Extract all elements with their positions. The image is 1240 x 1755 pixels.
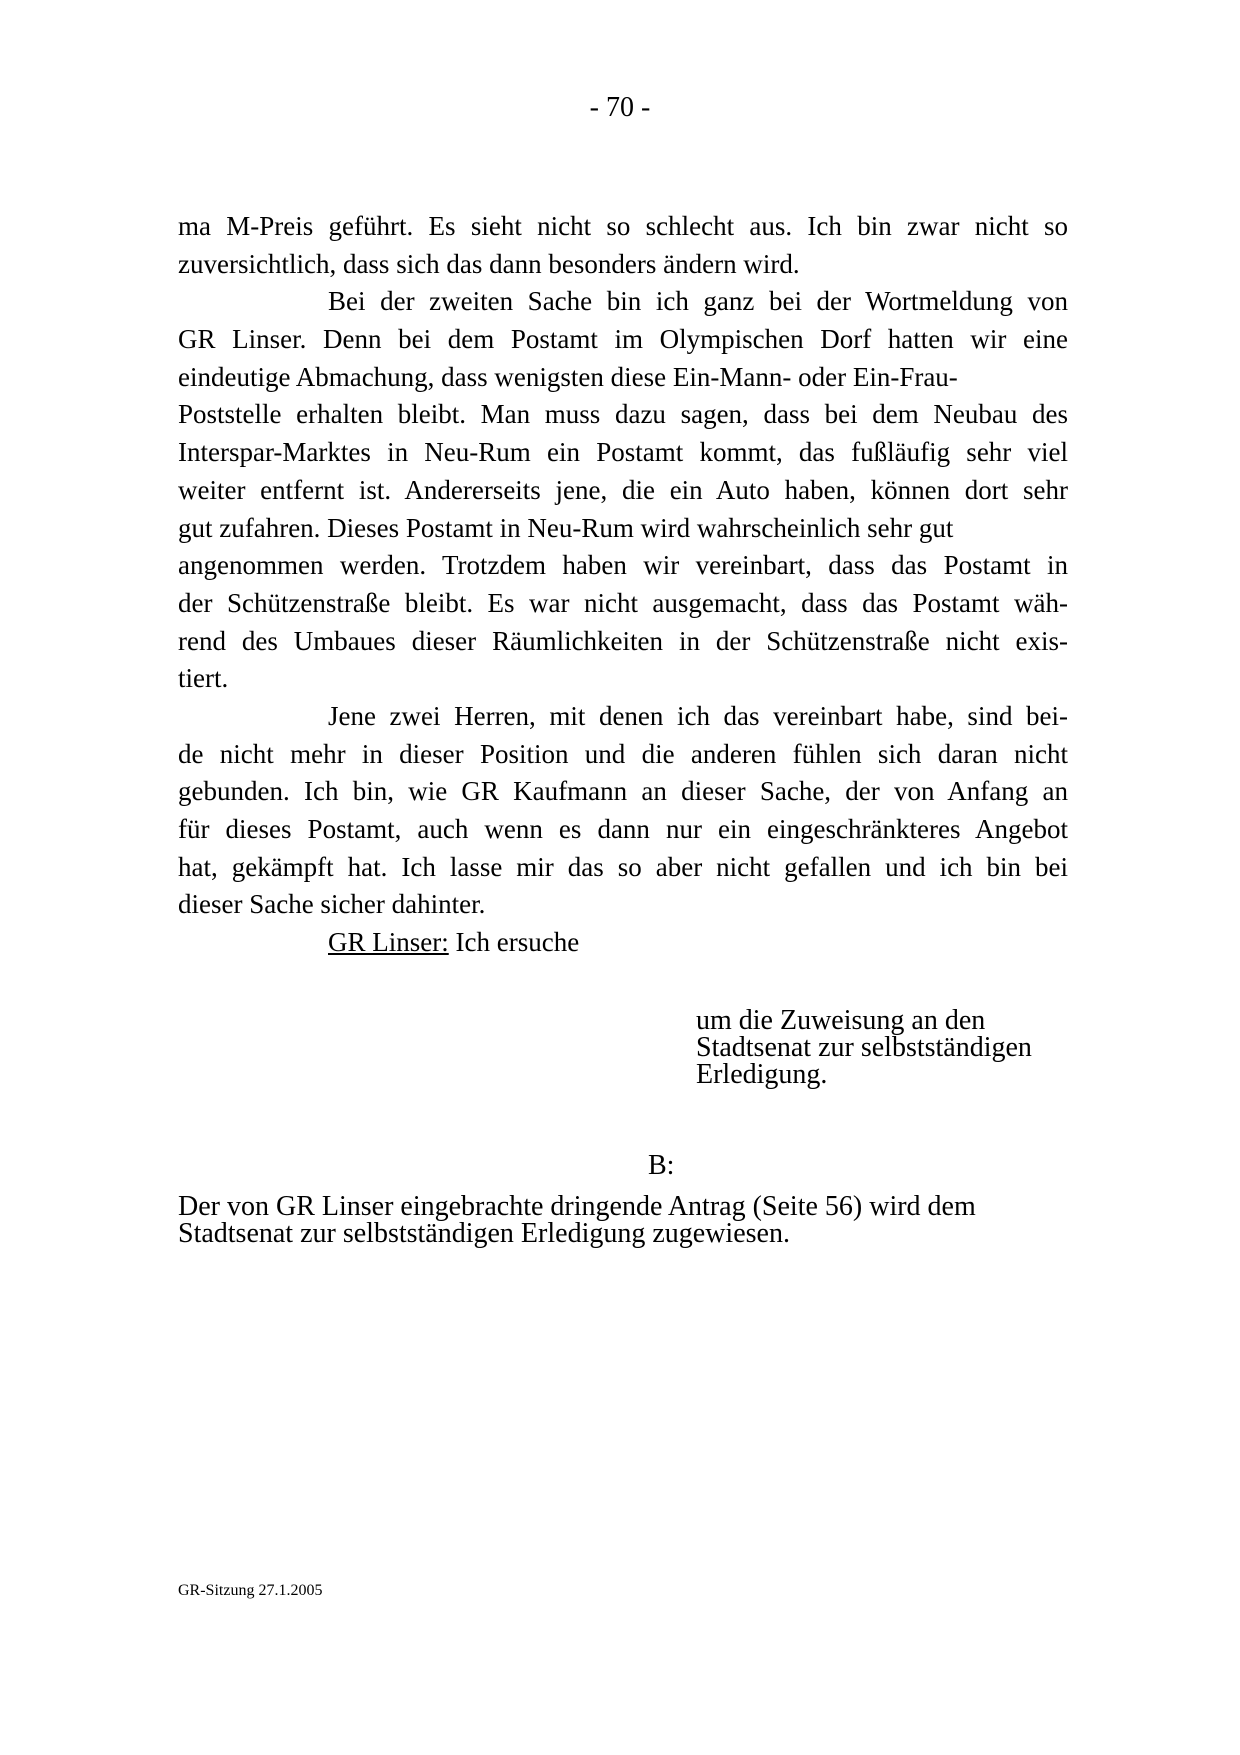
text-line: rend des Umbaues dieser Räumlichkeiten in der Schützenstraße nicht exis- [178,625,1068,656]
footer-session-date: GR-Sitzung 27.1.2005 [178,1582,323,1599]
text-line: de nicht mehr in dieser Position und die anderen fühlen sich daran nicht [178,738,1068,769]
text-line: für dieses Postamt, auch wenn es dann nur ein eingeschränkteres Angebot [178,814,1068,844]
text-line: eindeutige Abmachung, dass wenigsten diese Ein-Mann- oder Ein-Frau- [178,361,958,392]
text-line: ma M-Preis geführt. Es sieht nicht so schlecht aus. Ich bin zwar nicht so [178,211,1068,241]
resolution-block [178,1193,976,1247]
motion-block [696,1007,1032,1088]
text-line: Bei der zweiten Sache bin ich ganz bei der Wortmeldung von [328,286,1068,317]
speaker-line [178,924,1068,962]
text-line: zuversichtlich, dass sich das dann besonders ändern wird. [178,248,800,279]
resolution-line: Der von GR Linser eingebrachte dringende Antrag (Seite 56) wird dem [178,1191,976,1222]
page-number: - 70 - [589,92,651,123]
text-line: Jene zwei Herren, mit denen ich das vereinbart habe, sind bei- [328,700,1068,731]
speaker-text: Ich ersuche [448,927,580,958]
text-line: gebunden. Ich bin, wie GR Kaufmann an dieser Sache, der von Anfang an [178,776,1068,807]
text-line: Poststelle erhalten bleibt. Man muss dazu sagen, dass bei dem Neubau des [178,399,1068,430]
text-line: Interspar-Marktes in Neu-Rum ein Postamt kommt, das fußläufig sehr viel [178,437,1068,468]
text-line: dieser Sache sicher dahinter. [178,889,486,920]
text-line: angenommen werden. Trotzdem haben wir vereinbart, dass das Postamt in [178,550,1068,581]
transcript-body [178,208,1068,962]
motion-line: um die Zuweisung an den [696,1005,986,1036]
section-label: B: [648,1150,675,1181]
text-line: weiter entfernt ist. Andererseits jene, die ein Auto haben, können dort sehr [178,474,1068,505]
resolution-line: Stadtsenat zur selbstständigen Erledigung zugewiesen. [178,1218,790,1249]
text-line: hat, gekämpft hat. Ich lasse mir das so aber nicht gefallen und ich bin bei [178,851,1068,882]
motion-line: Stadtsenat zur selbstständigen [696,1032,1032,1063]
text-line: GR Linser. Denn bei dem Postamt im Olympischen Dorf hatten wir eine [178,324,1068,355]
text-line: tiert. [178,663,229,694]
text-line: der Schützenstraße bleibt. Es war nicht ausgemacht, dass das Postamt wäh- [178,587,1068,618]
text-line: gut zufahren. Dieses Postamt in Neu-Rum wird wahrscheinlich sehr gut [178,512,954,543]
speaker-name: GR Linser: [328,927,449,958]
motion-line: Erledigung. [696,1059,828,1090]
